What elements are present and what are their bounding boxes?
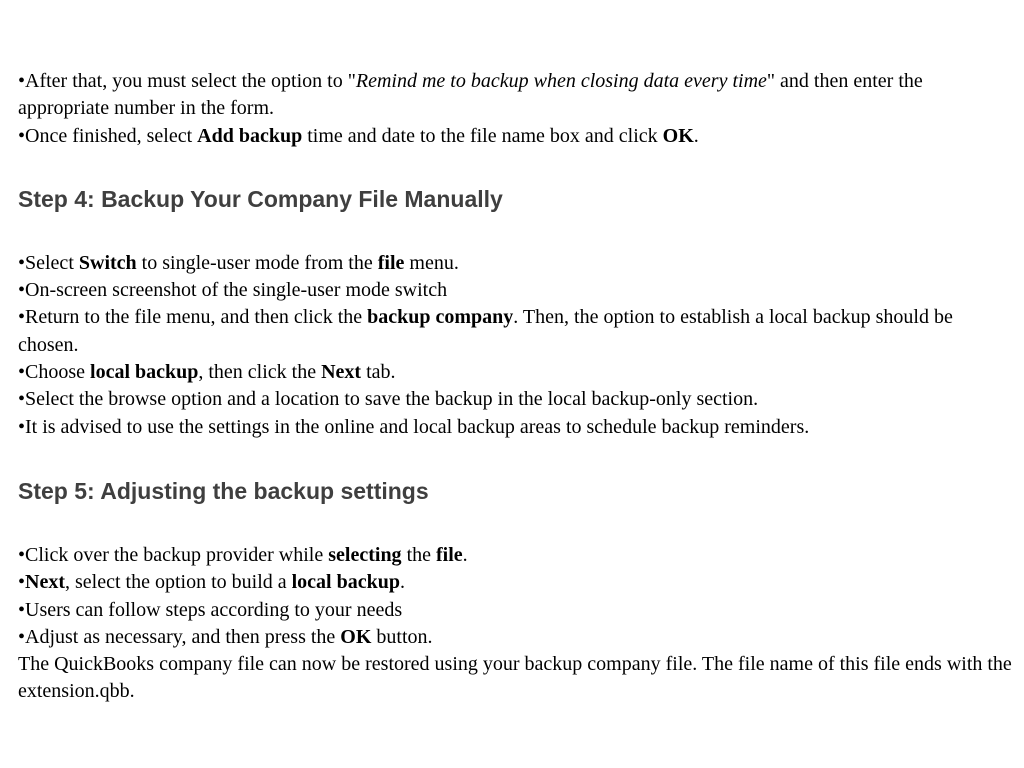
text-run: •It is advised to use the settings in the online and local backup areas to schedule backup reminders. — [18, 415, 810, 438]
text-run: , select the option to build a — [65, 571, 292, 594]
text-run: . — [693, 124, 699, 147]
bold-term: OK — [340, 625, 372, 648]
bold-term: local backup — [90, 361, 199, 384]
text-run: •Choose — [18, 361, 91, 384]
bold-ok: OK — [662, 124, 694, 147]
step-5-bullet — [18, 597, 1014, 624]
text-run: •Once finished, select — [18, 124, 198, 147]
text-run: time and date to the file name box and click — [302, 124, 663, 147]
document-body — [18, 68, 1014, 706]
text-run: • — [18, 571, 26, 594]
intro-paragraph-1 — [18, 68, 1014, 123]
intro-paragraph-2 — [18, 123, 1014, 150]
bold-term: Next — [25, 571, 65, 594]
step-4-bullet — [18, 386, 1014, 413]
step-5-bullet — [18, 624, 1014, 651]
step-5-heading: Step 5: Adjusting the backup settings — [18, 477, 429, 504]
text-run: •Select the browse option and a location to save the backup in the local backup-only section. — [18, 388, 759, 411]
closing-paragraph: The QuickBooks company file can now be restored using your backup company file. The file name of this file ends with the extension.qbb. — [18, 653, 1012, 703]
text-run: menu. — [404, 251, 459, 274]
bold-term: file — [436, 543, 463, 566]
step-4-bullet — [18, 414, 1014, 441]
bold-term: local backup — [291, 571, 400, 594]
text-run: •Users can follow steps according to your needs — [18, 598, 403, 621]
step-4-heading: Step 4: Backup Your Company File Manually — [18, 185, 503, 212]
text-run: •Select — [18, 251, 79, 274]
text-run: •Click over the backup provider while — [18, 543, 329, 566]
text-run: . — [462, 543, 468, 566]
text-run: to single-user mode from the — [136, 251, 378, 274]
step-4-list — [18, 250, 1014, 441]
step-5-list — [18, 542, 1014, 706]
bold-term: file — [377, 251, 405, 274]
text-run: •Return to the file menu, and then click the — [18, 306, 368, 329]
text-run: tab. — [361, 361, 396, 384]
step-5-bullet — [18, 569, 1014, 596]
step-4-bullet — [18, 250, 1014, 277]
step-4-bullet — [18, 304, 1014, 359]
text-run: button. — [371, 625, 433, 648]
text-run: , then click the — [198, 361, 322, 384]
text-run: " and then enter the appropriate number in the form. — [18, 70, 923, 120]
bold-add-backup: Add backup — [197, 124, 303, 147]
text-run: . — [399, 571, 405, 594]
step-4-bullet — [18, 359, 1014, 386]
bold-term: Switch — [78, 251, 137, 274]
text-run: •On-screen screenshot of the single-user mode switch — [18, 279, 448, 302]
bold-term: Next — [321, 361, 362, 384]
text-run: •After that, you must select the option to " — [18, 70, 356, 92]
step-5-bullet — [18, 542, 1014, 569]
text-run: . Then, the option to establish a local backup should be chosen. — [18, 306, 953, 356]
step-4-bullet — [18, 277, 1014, 304]
text-run: •Adjust as necessary, and then press the — [18, 625, 341, 648]
text-run: the — [401, 543, 436, 566]
bold-term: selecting — [328, 543, 402, 566]
bold-term: backup company — [367, 306, 514, 329]
emphasis-option-name: Remind me to backup when closing data every time — [355, 70, 767, 92]
